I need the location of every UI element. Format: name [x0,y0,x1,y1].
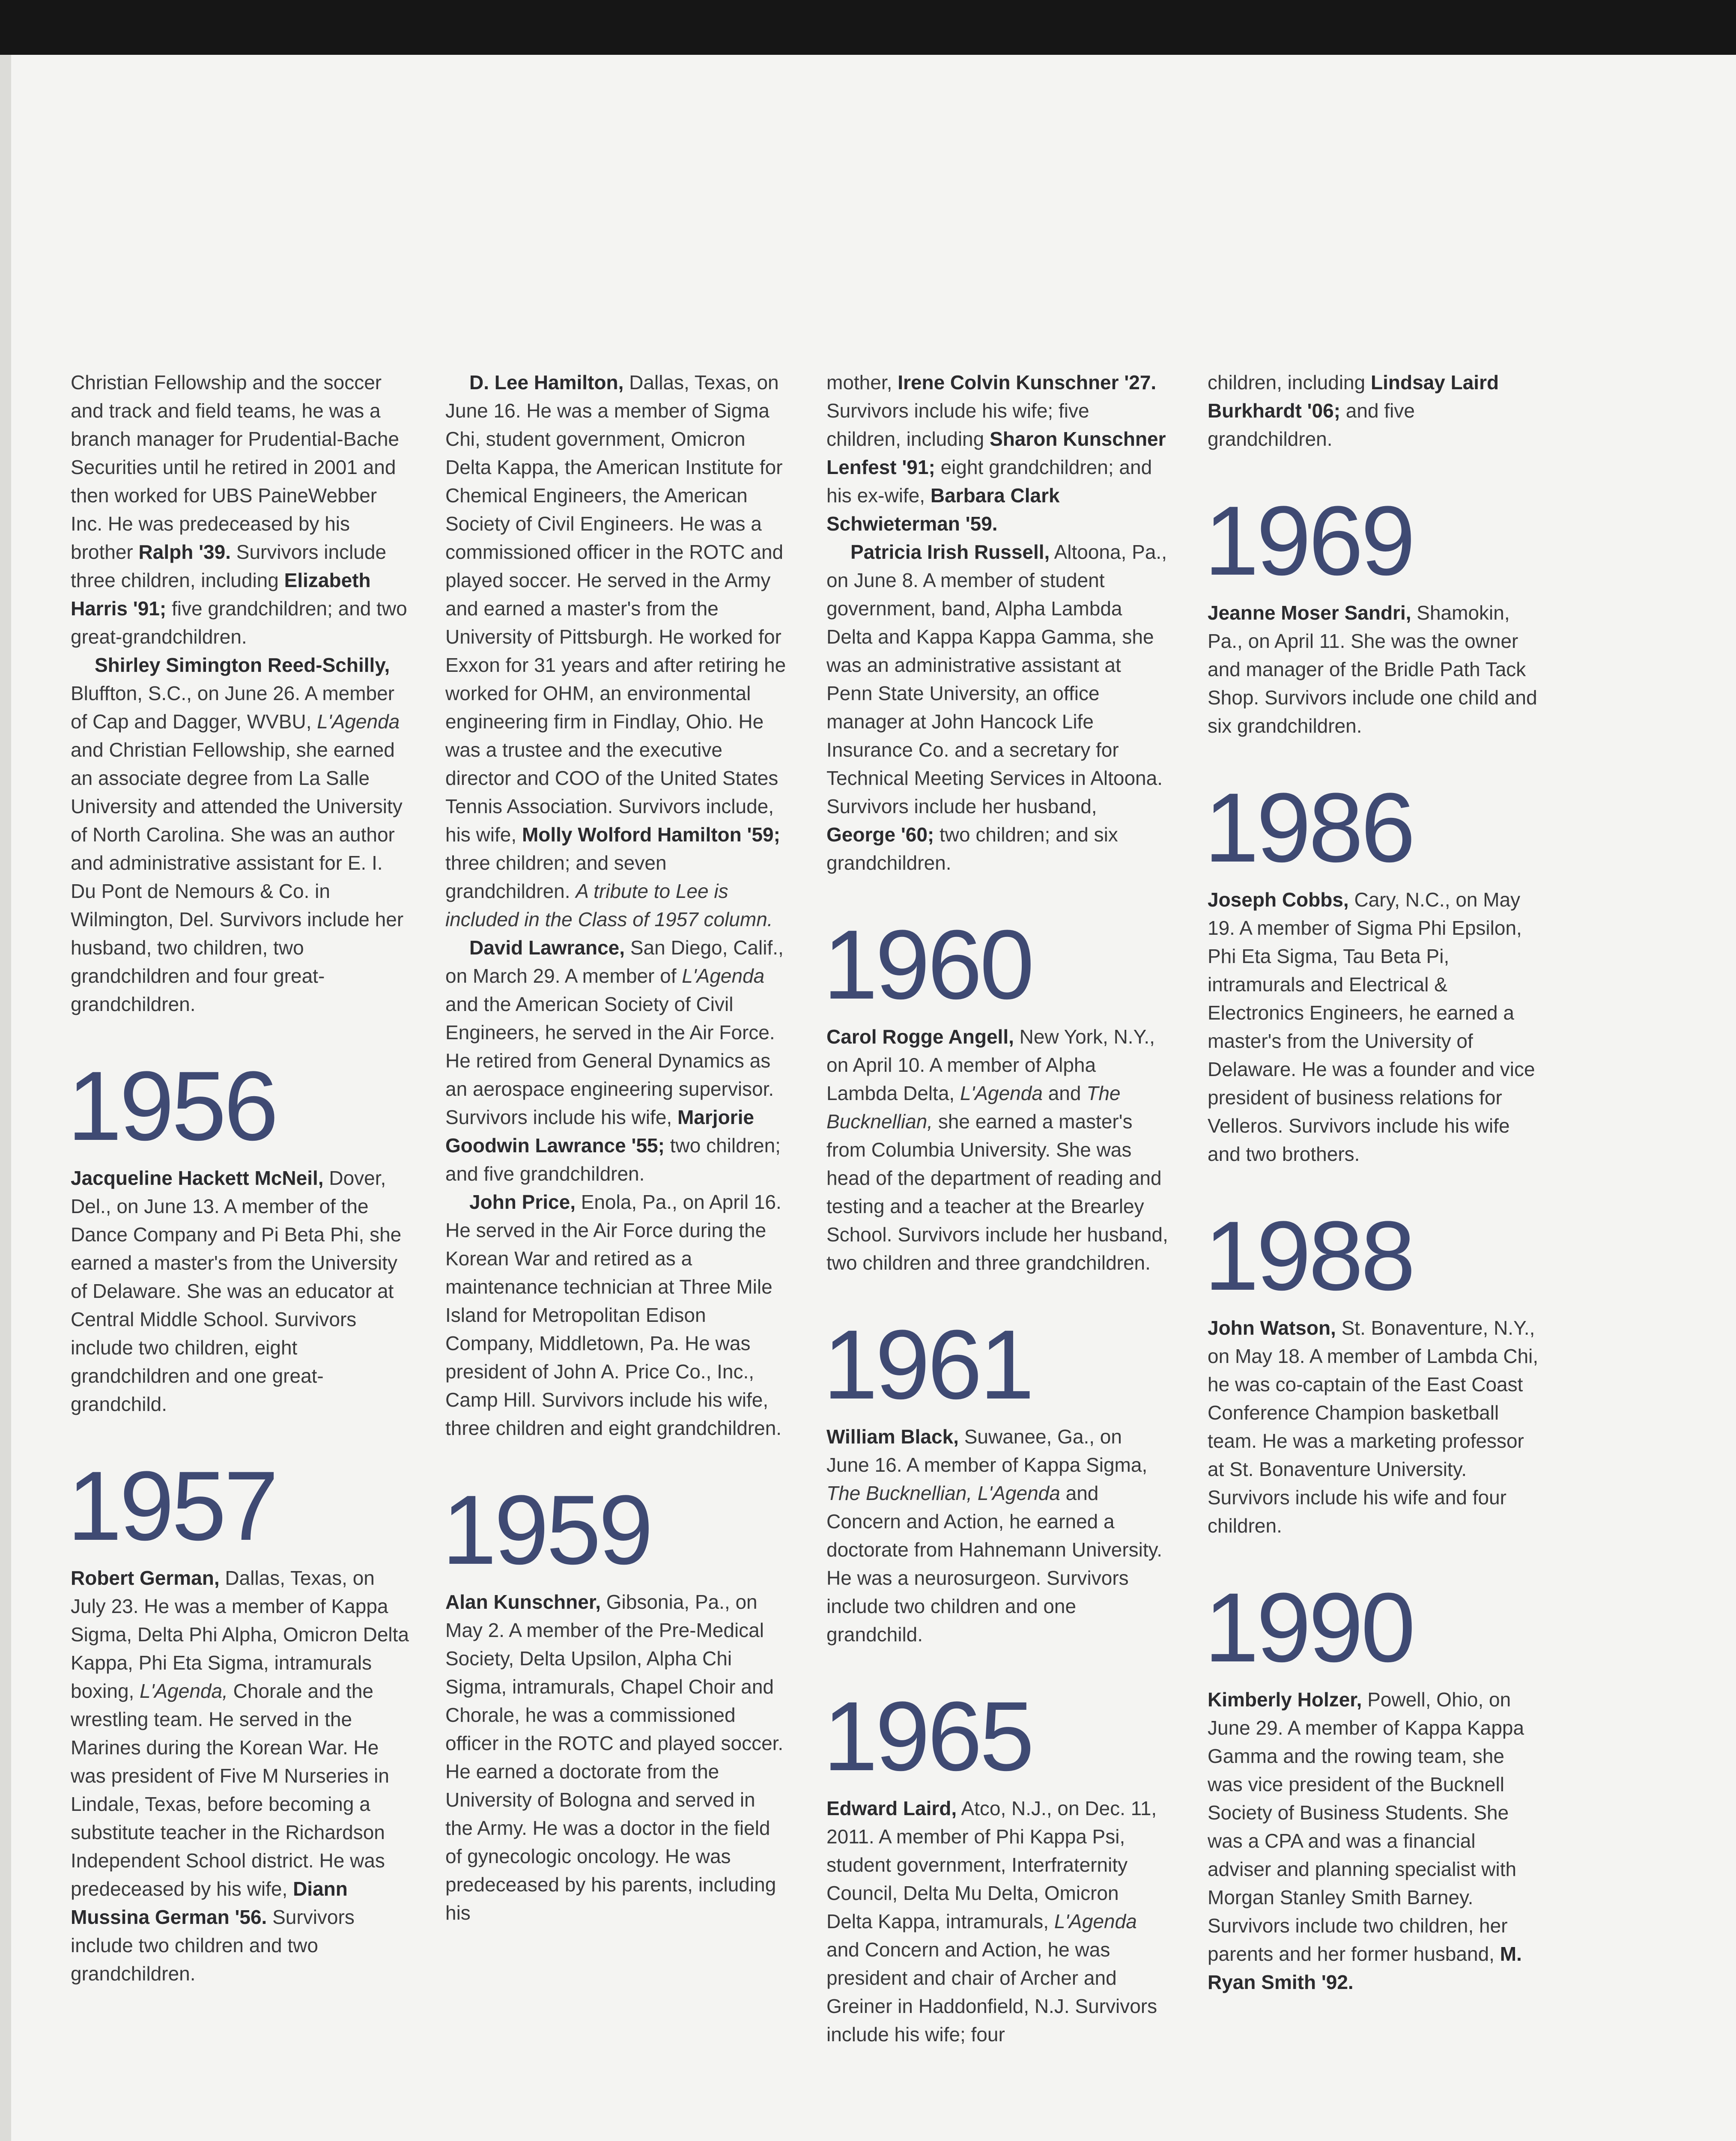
entry-text: two children; and five grandchildren. [445,1134,781,1185]
alumni-name: Irene Colvin Kunschner '27. [898,371,1157,394]
alumni-name: Molly Wolford Hamilton '59; [522,823,780,846]
obituary-entry [1208,1685,1542,1996]
column-3 [823,368,1169,2049]
obituary-entry [826,368,1169,538]
entry-text: and Christian Fellowship, she earned an associate degree from La Salle University and attended the University of North Carolina. She was an author and administrative assistant for E. I. Du Pont de Nemours & Co. in Wilmington, Del. Survivors include her husband, two children, two grandchildren and four great-grandchildren. [71,739,404,1015]
obituary-entry [71,651,413,1018]
entry-text: two children; and six grandchildren. [826,823,1118,874]
entry-text: children, including [1208,371,1371,394]
deceased-name: Joseph Cobbs, [1208,889,1349,911]
entry-text: Altoona, Pa., on June 8. A member of student government, band, Alpha Lambda Delta and Kappa Kappa Gamma, she was an administrative assistant at Penn State University, an office manager at John Hancock Life Insurance Co. and a secretary for Technical Meeting Services in Altoona. Survivors include her husband, [826,541,1167,817]
alumni-name: Marjorie Goodwin Lawrance '55; [445,1106,754,1157]
entry-text: Survivors include his wife; five children, including [826,400,1089,450]
obituary-entry [826,1794,1169,2049]
class-year-heading: 1969 [1204,486,1413,596]
publication-name: L'Agenda, [140,1680,228,1702]
entry-text: and the American Society of Civil Engineers, he served in the Air Force. He retired from General Dynamics as an aerospace engineering supervisor. Survivors include his wife, [445,993,775,1128]
obituary-entry [826,1422,1169,1649]
deceased-name: Jacqueline Hackett McNeil, [71,1167,324,1189]
publication-name: L'Agenda [682,965,765,987]
entry-text: and Concern and Action, he earned a doctorate from Hahnemann University. He was a neurosurgeon. Survivors include two children and one grandchild. [826,1482,1163,1646]
entry-text: San Diego, Calif., on March 29. A member of [445,936,784,987]
deceased-name: William Black, [826,1425,959,1448]
entry-text: New York, N.Y., on April 10. A member of Alpha Lambda Delta, [826,1026,1155,1104]
deceased-name: D. Lee Hamilton, [469,371,624,394]
entry-text: Bluffton, S.C., on June 26. A member of Cap and Dagger, WVBU, [71,682,395,733]
entry-text: Gibsonia, Pa., on May 2. A member of the Pre-Medical Society, Delta Upsilon, Alpha Chi Sigma, intramurals, Chapel Choir and Chorale, he was a commissioned officer in the ROTC and played soccer. He earned a doctorate from the University of Bologna and served in the Army. He was a doctor in the field of gynecologic oncology. He was predeceased by his parents, including his [445,1591,784,1924]
entry-text: Suwanee, Ga., on June 16. A member of Kappa Sigma, [826,1425,1148,1476]
entry-text: mother, [826,371,898,394]
publication-name: The Bucknellian, [826,1082,1121,1133]
class-year-heading: 1957 [67,1451,276,1561]
obituary-entry [71,1164,413,1418]
deceased-name: Carol Rogge Angell, [826,1026,1014,1048]
scan-top-border [0,0,1736,55]
entry-text: Dallas, Texas, on June 16. He was a member of Sigma Chi, student government, Omicron Delta Kappa, the American Institute for Chemical Engineers, the American Society of Civil Engineers. He was a commissioned officer in the ROTC and played soccer. He served in the Army and earned a master's from the University of Pittsburgh. He worked for Exxon for 31 years and after retiring he worked for OHM, an environmental engineering firm in Findlay, Ohio. He was a trustee and the executive director and COO of the United States Tennis Association. Survivors include, his wife, [445,371,786,846]
publication-name: L'Agenda [960,1082,1043,1104]
entry-text: Enola, Pa., on April 16. He served in the Air Force during the Korean War and retired as a maintenance technician at Three Mile Island for Metropolitan Edison Company, Middletown, Pa. He was president of John A. Price Co., Inc., Camp Hill. Survivors include his wife, three children and eight grandchildren. [445,1191,782,1439]
class-year-heading: 1986 [1204,772,1413,883]
entry-text: Dover, Del., on June 13. A member of the Dance Company and Pi Beta Phi, she earned a master's from the University of Delaware. She was an educator at Central Middle School. Survivors include two children, eight grandchildren and one great-grandchild. [71,1167,402,1415]
class-year-heading: 1990 [1204,1572,1413,1682]
entry-text: Atco, N.J., on Dec. 11, 2011. A member of Phi Kappa Psi, student government, Interfraternity Council, Delta Mu Delta, Omicron Delta Kappa, intramurals, [826,1797,1157,1932]
alumni-name: Diann Mussina German '56. [71,1878,348,1928]
entry-text: Survivors include three children, including [71,541,387,591]
entry-text: five grandchildren; and two great-grandchildren. [71,597,407,648]
obituary-entry [1208,368,1542,453]
entry-text: three children; and seven grandchildren. [445,852,667,902]
deceased-name: Alan Kunschner, [445,1591,601,1613]
publication-name: The Bucknellian, L'Agenda [826,1482,1060,1504]
obituary-entry [445,933,788,1188]
column-2 [442,368,788,1927]
entry-text: Powell, Ohio, on June 29. A member of Kappa Kappa Gamma and the rowing team, she was vice president of the Bucknell Society of Business Students. She was a CPA and was a financial adviser and planning specialist with Morgan Stanley Smith Barney. Survivors include two children, her parents and her former husband, [1208,1688,1524,1965]
alumni-name: Elizabeth Harris '91; [71,569,371,620]
publication-name: L'Agenda [1054,1910,1137,1932]
entry-text: she earned a master's from Columbia University. She was head of the department of reading and testing and a teacher at the Brearley School. Survivors include her husband, two children and three grandchildren. [826,1110,1168,1274]
entry-text: St. Bonaventure, N.Y., on May 18. A member of Lambda Chi, he was co-captain of the East Coast Conference Champion basketball team. He was a marketing professor at St. Bonaventure University. Survivors include his wife and four children. [1208,1317,1539,1537]
publication-name: L'Agenda [317,710,400,733]
deceased-name: John Price, [469,1191,576,1213]
deceased-name: Robert German, [71,1567,220,1589]
entry-text: and Concern and Action, he was president and chair of Archer and Greiner in Haddonfield, N.J. Survivors include his wife; four [826,1938,1157,2046]
alumni-name: Ralph '39. [138,541,231,563]
entry-text: and [1042,1082,1087,1104]
deceased-name: Shirley Simington Reed-Schilly, [95,654,390,676]
entry-text: Chorale and the wrestling team. He served in the Marines during the Korean War. He was president of Five M Nurseries in Lindale, Texas, before becoming a substitute teacher in the Richardson Independent School district. He was predeceased by his wife, [71,1680,389,1900]
obituary-entry [445,1588,788,1927]
deceased-name: Patricia Irish Russell, [850,541,1050,563]
entry-text: eight grandchildren; and his ex-wife, [826,456,1152,507]
obituary-entry [445,1188,788,1442]
alumni-name: Lindsay Laird Burkhardt '06; [1208,371,1499,422]
obituary-entry [826,538,1169,877]
class-year-heading: 1960 [823,909,1032,1020]
alumni-name: M. Ryan Smith '92. [1208,1943,1522,1993]
tribute-note: A tribute to Lee is included in the Class of 1957 column. [445,880,773,930]
entry-text: Cary, N.C., on May 19. A member of Sigma Phi Epsilon, Phi Eta Sigma, Tau Beta Pi, intramurals and Electrical & Electronics Engineers, he earned a master's from the University of Delaware. He was a founder and vice president of business relations for Velleros. Survivors include his wife and two brothers. [1208,889,1535,1165]
deceased-name: David Lawrance, [469,936,625,959]
entry-text: and five grandchildren. [1208,400,1415,450]
column-4 [1204,368,1542,1996]
alumni-name: George '60; [826,823,934,846]
alumni-name: Barbara Clark Schwieterman '59. [826,484,1060,535]
obituary-entry [1208,599,1542,740]
page-left-edge [0,55,11,2141]
class-year-heading: 1961 [823,1309,1032,1419]
column-1 [67,368,413,1988]
obituary-entry [71,1564,413,1988]
deceased-name: Jeanne Moser Sandri, [1208,602,1411,624]
deceased-name: Kimberly Holzer, [1208,1688,1362,1711]
obituary-entry [1208,1314,1542,1540]
obituary-entry [1208,886,1542,1168]
class-year-heading: 1988 [1204,1201,1413,1311]
entry-text: Survivors include two children and two grandchildren. [71,1906,355,1985]
entry-text: Shamokin, Pa., on April 11. She was the owner and manager of the Bridle Path Tack Shop. Survivors include one child and six grandchildren. [1208,602,1537,737]
deceased-name: Edward Laird, [826,1797,957,1819]
deceased-name: John Watson, [1208,1317,1336,1339]
obituary-entry [445,368,788,933]
entry-text: Christian Fellowship and the soccer and track and field teams, he was a branch manager for Prudential-Bache Securities until he retired in 2001 and then worked for UBS PaineWebber Inc. He was predeceased by his brother [71,371,400,563]
class-year-heading: 1956 [67,1051,276,1161]
obituary-entry [826,1023,1169,1277]
class-year-heading: 1959 [442,1475,651,1585]
alumni-name: Sharon Kunschner Lenfest '91; [826,428,1166,478]
entry-text: Dallas, Texas, on July 23. He was a member of Kappa Sigma, Delta Phi Alpha, Omicron Delta Kappa, Phi Eta Sigma, intramurals boxing, [71,1567,409,1702]
class-year-heading: 1965 [823,1681,1032,1791]
obituary-entry [71,368,413,651]
